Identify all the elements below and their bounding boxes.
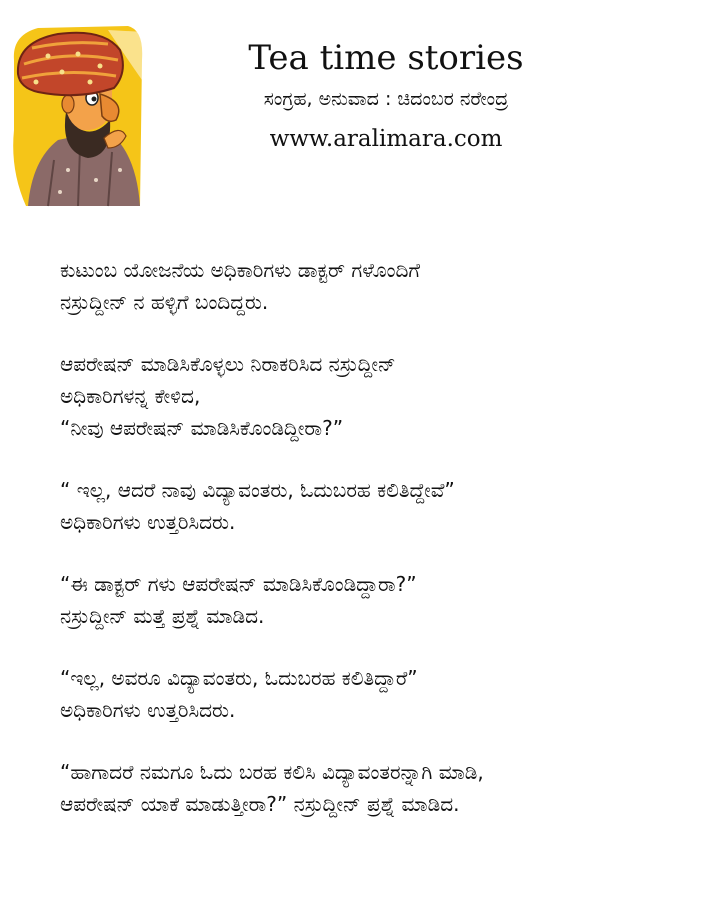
story-line: ನಸ್ರುದ್ದೀನ್ ನ ಹಳ್ಳಿಗೆ ಬಂದಿದ್ದರು. bbox=[60, 290, 269, 314]
story-line: ಆಪರೇಷನ್ ಮಾಡಿಸಿಕೊಳ್ಳಲು ನಿರಾಕರಿಸಿದ ನಸ್ರುದ್ದೀನ್ bbox=[60, 352, 396, 376]
story-paragraph bbox=[60, 474, 700, 538]
story-line: ಕುಟುಂಬ ಯೋಜನೆಯ ಅಧಿಕಾರಿಗಳು ಡಾಕ್ಟರ್ ಗಳೊಂದಿಗೆ bbox=[60, 258, 421, 282]
story-body bbox=[60, 254, 700, 850]
story-line: ಆಪರೇಷನ್ ಯಾಕೆ ಮಾಡುತ್ತೀರಾ?” ನಸ್ರುದ್ದೀನ್ ಪ್ರಶ್ನೆ ಮಾಡಿದ. bbox=[60, 792, 460, 816]
story-paragraph bbox=[60, 756, 700, 820]
story-paragraph bbox=[60, 568, 700, 632]
story-paragraph bbox=[60, 254, 700, 318]
story-paragraph bbox=[60, 348, 700, 444]
page-subtitle: ಸಂಗ್ರಹ, ಅನುವಾದ : ಚಿದಂಬರ ನರೇಂದ್ರ bbox=[263, 88, 509, 110]
story-line: “ನೀವು ಆಪರೇಷನ್ ಮಾಡಿಸಿಕೊಂಡಿದ್ದೀರಾ?” bbox=[60, 416, 344, 440]
story-line: ಅಧಿಕಾರಿಗಳನ್ನ ಕೇಳಿದ, bbox=[60, 384, 201, 408]
page-header bbox=[200, 36, 572, 156]
story-line: ನಸ್ರುದ್ದೀನ್ ಮತ್ತೆ ಪ್ರಶ್ನೆ ಮಾಡಿದ. bbox=[60, 604, 265, 628]
story-line: ಅಧಿಕಾರಿಗಳು ಉತ್ತರಿಸಿದರು. bbox=[60, 510, 236, 534]
website-url: www.aralimara.com bbox=[269, 126, 503, 152]
story-line: “ಇಲ್ಲ, ಅವರೂ ವಿದ್ಯಾವಂತರು, ಓದುಬರಹ ಕಲಿತಿದ್ದಾರೆ” bbox=[60, 666, 418, 690]
turbaned-man-illustration-icon bbox=[8, 20, 148, 210]
story-line: ಅಧಿಕಾರಿಗಳು ಉತ್ತರಿಸಿದರು. bbox=[60, 698, 236, 722]
story-line: “ಹಾಗಾದರೆ ನಮಗೂ ಓದು ಬರಹ ಕಲಿಸಿ ವಿದ್ಯಾವಂತರನ್ನಾಗಿ ಮಾಡಿ, bbox=[60, 760, 484, 784]
story-line: “ಈ ಡಾಕ್ಟರ್ ಗಳು ಆಪರೇಷನ್ ಮಾಡಿಸಿಕೊಂಡಿದ್ದಾರಾ?” bbox=[60, 572, 417, 596]
story-line: “ ಇಲ್ಲ, ಆದರೆ ನಾವು ವಿದ್ಯಾವಂತರು, ಓದುಬರಹ ಕಲಿತಿದ್ದೇವೆ” bbox=[60, 478, 455, 502]
page-title: Tea time stories bbox=[248, 38, 524, 78]
story-paragraph bbox=[60, 662, 700, 726]
